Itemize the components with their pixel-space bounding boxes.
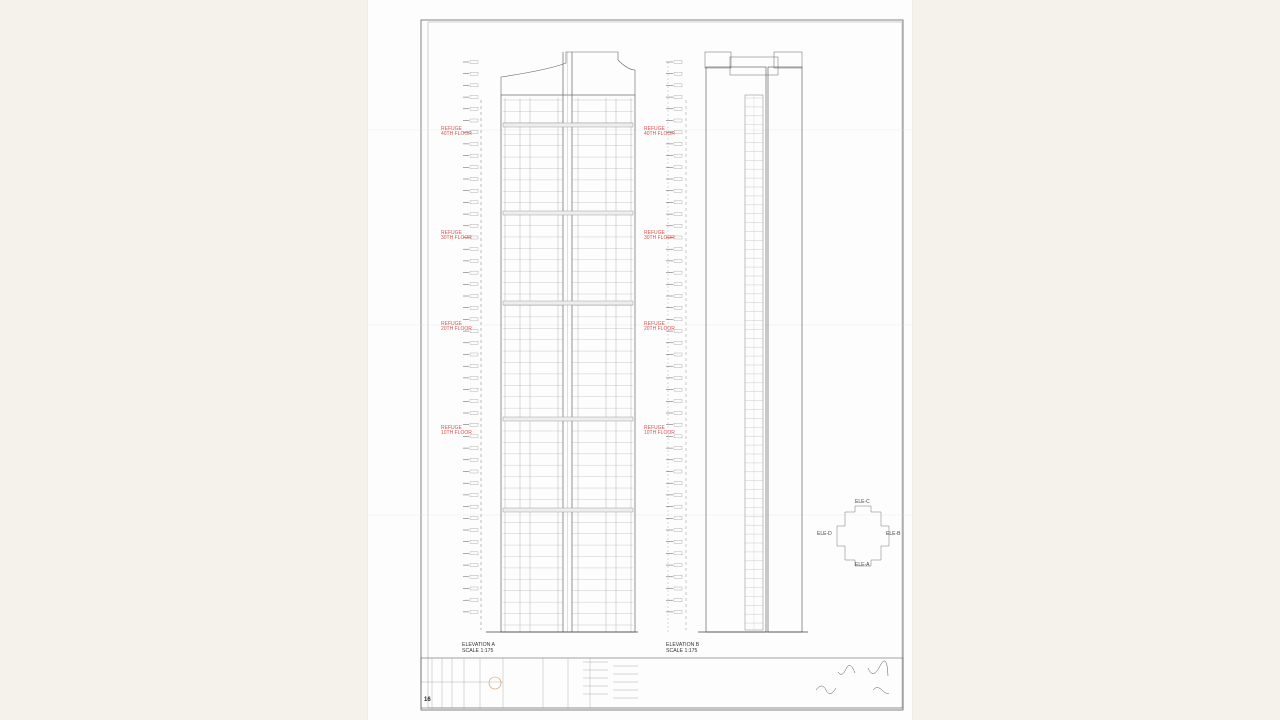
- elevation-b-level-text: [674, 271, 682, 274]
- elevation-b-level-text: [674, 552, 682, 555]
- elevation-b-level-text: [674, 119, 682, 122]
- elevation-b-level-text: [674, 482, 682, 485]
- elevation-b-level-text: [674, 142, 682, 145]
- elevation-a-level-text: [470, 353, 478, 356]
- elevation-b-level-text: [674, 575, 682, 578]
- elevation-a-level-text: [470, 599, 478, 602]
- elevation-b-level-text: [674, 318, 682, 321]
- elevation-a-level-text: [470, 154, 478, 157]
- elevation-b-parapet-left: [705, 52, 731, 68]
- elevation-b-level-text: [674, 376, 682, 379]
- elevation-b-level-text: [674, 84, 682, 87]
- elevation-a-level-text: [470, 447, 478, 450]
- elevation-a-refuge-band: [503, 508, 633, 512]
- key-plan-west-label: ELE-D: [817, 531, 832, 537]
- elevation-b-level-text: [674, 330, 682, 333]
- elevation-b-level-text: [674, 388, 682, 391]
- elevation-b-level-text: [674, 61, 682, 64]
- elevation-b-level-text: [674, 213, 682, 216]
- elevation-b-level-text: [674, 131, 682, 134]
- elevation-b-level-text: [674, 447, 682, 450]
- refuge-label-a-2: REFUGE 30TH FLOOR: [441, 230, 472, 242]
- elevation-b-level-text: [674, 283, 682, 286]
- elevation-a-level-text: [470, 610, 478, 613]
- elevation-b-level-text: [674, 435, 682, 438]
- elevation-b-level-text: [674, 540, 682, 543]
- drawing-sheet: [368, 0, 912, 720]
- elevation-a-crown: [501, 52, 635, 95]
- elevation-a-level-text: [470, 376, 478, 379]
- elevation-a-level-text: [470, 341, 478, 344]
- elevation-drawing: [368, 0, 912, 720]
- refuge-label-b-2: REFUGE 30TH FLOOR: [644, 230, 675, 242]
- elevation-b-level-text: [674, 529, 682, 532]
- elevation-b-level-text: [674, 259, 682, 262]
- elevation-a-level-text: [470, 388, 478, 391]
- elevation-b-level-text: [674, 587, 682, 590]
- elevation-b-level-text: [674, 166, 682, 169]
- elevation-a-level-text: [470, 564, 478, 567]
- elevation-a-level-text: [470, 142, 478, 145]
- elevation-a-level-text: [470, 517, 478, 520]
- elevation-a-level-text: [470, 107, 478, 110]
- elevation-a-level-text: [470, 529, 478, 532]
- elevation-a-level-text: [470, 178, 478, 181]
- elevation-b-tower-left: [706, 67, 766, 632]
- sheet-number: 16: [424, 697, 431, 703]
- refuge-label-a-3: REFUGE 20TH FLOOR: [441, 321, 472, 333]
- elevation-a-level-text: [470, 61, 478, 64]
- elevation-a-level-text: [470, 540, 478, 543]
- elevation-b-level-text: [674, 517, 682, 520]
- elevation-a-level-text: [470, 365, 478, 368]
- elevation-a-refuge-band: [503, 417, 633, 421]
- elevation-b-level-text: [674, 365, 682, 368]
- elevation-a-level-text: [470, 201, 478, 204]
- elevation-b-level-text: [674, 248, 682, 251]
- elevation-a-level-text: [470, 259, 478, 262]
- elevation-a-title: ELEVATION A SCALE 1:175: [462, 642, 495, 654]
- elevation-a-refuge-band: [503, 301, 633, 305]
- title-block: [421, 658, 903, 708]
- elevation-a-level-text: [470, 306, 478, 309]
- elevation-a-level-text: [470, 283, 478, 286]
- title-block-stamp: [489, 677, 501, 689]
- elevation-b-level-text: [674, 107, 682, 110]
- elevation-b-level-text: [674, 400, 682, 403]
- sheet-border-outer: [421, 20, 903, 710]
- elevation-a-level-text: [470, 213, 478, 216]
- elevation-b-level-text: [674, 224, 682, 227]
- elevation-b-level-text: [674, 236, 682, 239]
- key-plan-east-label: ELE-B: [886, 531, 901, 537]
- elevation-a-level-text: [470, 72, 478, 75]
- elevation-b-level-text: [674, 341, 682, 344]
- elevation-a-level-text: [470, 189, 478, 192]
- elevation-b-level-text: [674, 295, 682, 298]
- elevation-b-lift-room: [730, 57, 778, 75]
- elevation-b-level-text: [674, 470, 682, 473]
- key-plan-north-label: ELE-C: [855, 499, 870, 505]
- elevation-b-level-text: [674, 423, 682, 426]
- elevation-a-level-text: [470, 248, 478, 251]
- elevation-b-level-text: [674, 610, 682, 613]
- elevation-b-level-text: [674, 564, 682, 567]
- elevation-b-level-text: [674, 505, 682, 508]
- elevation-a-level-text: [470, 552, 478, 555]
- elevation-a-tower: [501, 95, 635, 632]
- refuge-label-b-1: REFUGE 40TH FLOOR: [644, 126, 675, 138]
- elevation-b-title: ELEVATION B SCALE 1:175: [666, 642, 700, 654]
- elevation-b-tower-right: [768, 67, 802, 632]
- elevation-a-level-text: [470, 119, 478, 122]
- elevation-a-level-text: [470, 318, 478, 321]
- refuge-label-b-4: REFUGE 10TH FLOOR: [644, 425, 675, 437]
- refuge-label-b-3: REFUGE 20TH FLOOR: [644, 321, 675, 333]
- elevation-a-level-text: [470, 493, 478, 496]
- elevation-b-level-text: [674, 353, 682, 356]
- elevation-b-level-text: [674, 189, 682, 192]
- elevation-a-level-text: [470, 96, 478, 99]
- elevation-a-level-text: [470, 166, 478, 169]
- signature-marks: [816, 661, 889, 694]
- elevation-a-level-text: [470, 458, 478, 461]
- elevation-a-level-text: [470, 575, 478, 578]
- elevation-a-level-text: [470, 400, 478, 403]
- elevation-b-level-text: [674, 306, 682, 309]
- elevation-a-level-text: [470, 505, 478, 508]
- elevation-a-level-text: [470, 295, 478, 298]
- elevation-a-refuge-band: [503, 123, 633, 127]
- elevation-a-level-text: [470, 482, 478, 485]
- elevation-b-level-text: [674, 154, 682, 157]
- elevation-b-level-text: [674, 493, 682, 496]
- key-plan-south-label: ELE-A: [855, 562, 870, 568]
- elevation-b-level-text: [674, 599, 682, 602]
- elevation-a-refuge-band: [503, 211, 633, 215]
- elevation-a-level-text: [470, 224, 478, 227]
- refuge-label-a-4: REFUGE 10TH FLOOR: [441, 425, 472, 437]
- elevation-a-level-text: [470, 587, 478, 590]
- elevation-b-level-text: [674, 72, 682, 75]
- elevation-b-level-text: [674, 96, 682, 99]
- elevation-a-level-text: [470, 271, 478, 274]
- elevation-b-level-text: [674, 412, 682, 415]
- elevation-a-level-text: [470, 470, 478, 473]
- refuge-label-a-1: REFUGE 40TH FLOOR: [441, 126, 472, 138]
- elevation-b-level-text: [674, 178, 682, 181]
- sheet-border-inner: [428, 22, 902, 708]
- elevation-a-level-text: [470, 84, 478, 87]
- elevation-b-level-text: [674, 458, 682, 461]
- elevation-a-level-text: [470, 412, 478, 415]
- elevation-b-level-text: [674, 201, 682, 204]
